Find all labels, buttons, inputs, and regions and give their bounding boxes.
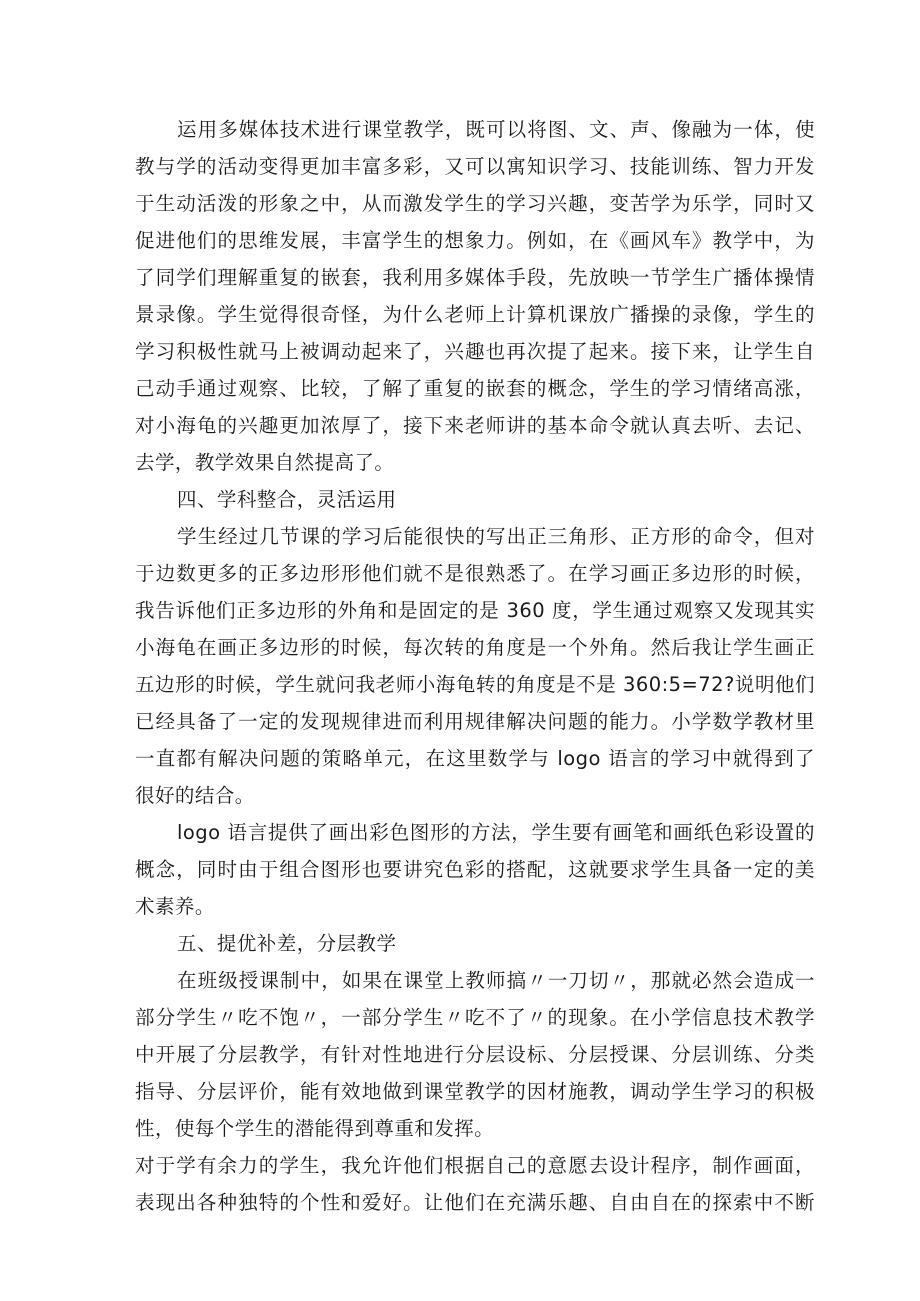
body-text-line: 我告诉他们正多边形的外角和是固定的是 360 度，学生通过观察又发现其实 xyxy=(135,599,815,622)
body-text-line: 很好的结合。 xyxy=(135,784,255,807)
body-text-line: 指导、分层评价，能有效地做到课堂教学的因材施教，调动学生学习的积极 xyxy=(135,1080,815,1103)
body-text-line: 表现出各种独特的个性和爱好。让他们在充满乐趣、自由自在的探索中不断 xyxy=(135,1191,815,1214)
body-text-line: 己动手通过观察、比较，了解了重复的嵌套的概念，学生的学习情绪高涨， xyxy=(135,377,815,400)
body-text-line: 学生经过几节课的学习后能很快的写出正三角形、正方形的命令，但对 xyxy=(177,525,815,548)
body-text-line: 于生动活泼的形象之中，从而激发学生的学习兴趣，变苦学为乐学，同时又 xyxy=(135,192,815,215)
body-text-line: 小海龟在画正多边形的时候，每次转的角度是一个外角。然后我让学生画正 xyxy=(135,636,815,659)
body-text-line: 教与学的活动变得更加丰富多彩，又可以寓知识学习、技能训练、智力开发 xyxy=(135,155,815,178)
body-text-line: 促进他们的思维发展，丰富学生的想象力。例如，在《画风车》教学中，为 xyxy=(135,229,815,252)
body-text-line: 在班级授课制中，如果在课堂上教师搞〃一刀切〃，那就必然会造成一 xyxy=(177,969,815,992)
body-text-line: 概念，同时由于组合图形也要讲究色彩的搭配，这就要求学生具备一定的美 xyxy=(135,858,815,881)
section-heading: 五、提优补差，分层教学 xyxy=(177,932,397,955)
body-text-line: 对于学有余力的学生，我允许他们根据自己的意愿去设计程序，制作画面， xyxy=(135,1154,815,1177)
body-text-line: 性，使每个学生的潜能得到尊重和发挥。 xyxy=(135,1117,495,1140)
body-text-line: 景录像。学生觉得很奇怪，为什么老师上计算机课放广播操的录像，学生的 xyxy=(135,303,815,326)
section-heading: 四、学科整合，灵活运用 xyxy=(177,488,397,511)
body-text-line: 一直都有解决问题的策略单元，在这里数学与 logo 语言的学习中就得到了 xyxy=(135,747,815,770)
body-text-line: 五边形的时候，学生就问我老师小海龟转的角度是不是 360:5=72?说明他们 xyxy=(135,673,815,696)
body-text-line: 中开展了分层教学，有针对性地进行分层设标、分层授课、分层训练、分类 xyxy=(135,1043,815,1066)
body-text-line: logo 语言提供了画出彩色图形的方法，学生要有画笔和画纸色彩设置的 xyxy=(177,821,815,844)
body-text-line: 已经具备了一定的发现规律进而利用规律解决问题的能力。小学数学教材里 xyxy=(135,710,815,733)
body-text-line: 对小海龟的兴趣更加浓厚了，接下来老师讲的基本命令就认真去听、去记、 xyxy=(135,414,815,437)
body-text-line: 术素养。 xyxy=(135,895,215,918)
body-text-line: 运用多媒体技术进行课堂教学，既可以将图、文、声、像融为一体，使 xyxy=(177,118,815,141)
body-text-line: 学习积极性就马上被调动起来了，兴趣也再次提了起来。接下来，让学生自 xyxy=(135,340,815,363)
body-text-line: 了同学们理解重复的嵌套，我利用多媒体手段，先放映一节学生广播体操情 xyxy=(135,266,815,289)
body-text-line: 去学，教学效果自然提高了。 xyxy=(135,451,395,474)
body-text-line: 于边数更多的正多边形形他们就不是很熟悉了。在学习画正多边形的时候， xyxy=(135,562,815,585)
body-text-line: 部分学生〃吃不饱〃，一部分学生〃吃不了〃的现象。在小学信息技术教学 xyxy=(135,1006,815,1029)
